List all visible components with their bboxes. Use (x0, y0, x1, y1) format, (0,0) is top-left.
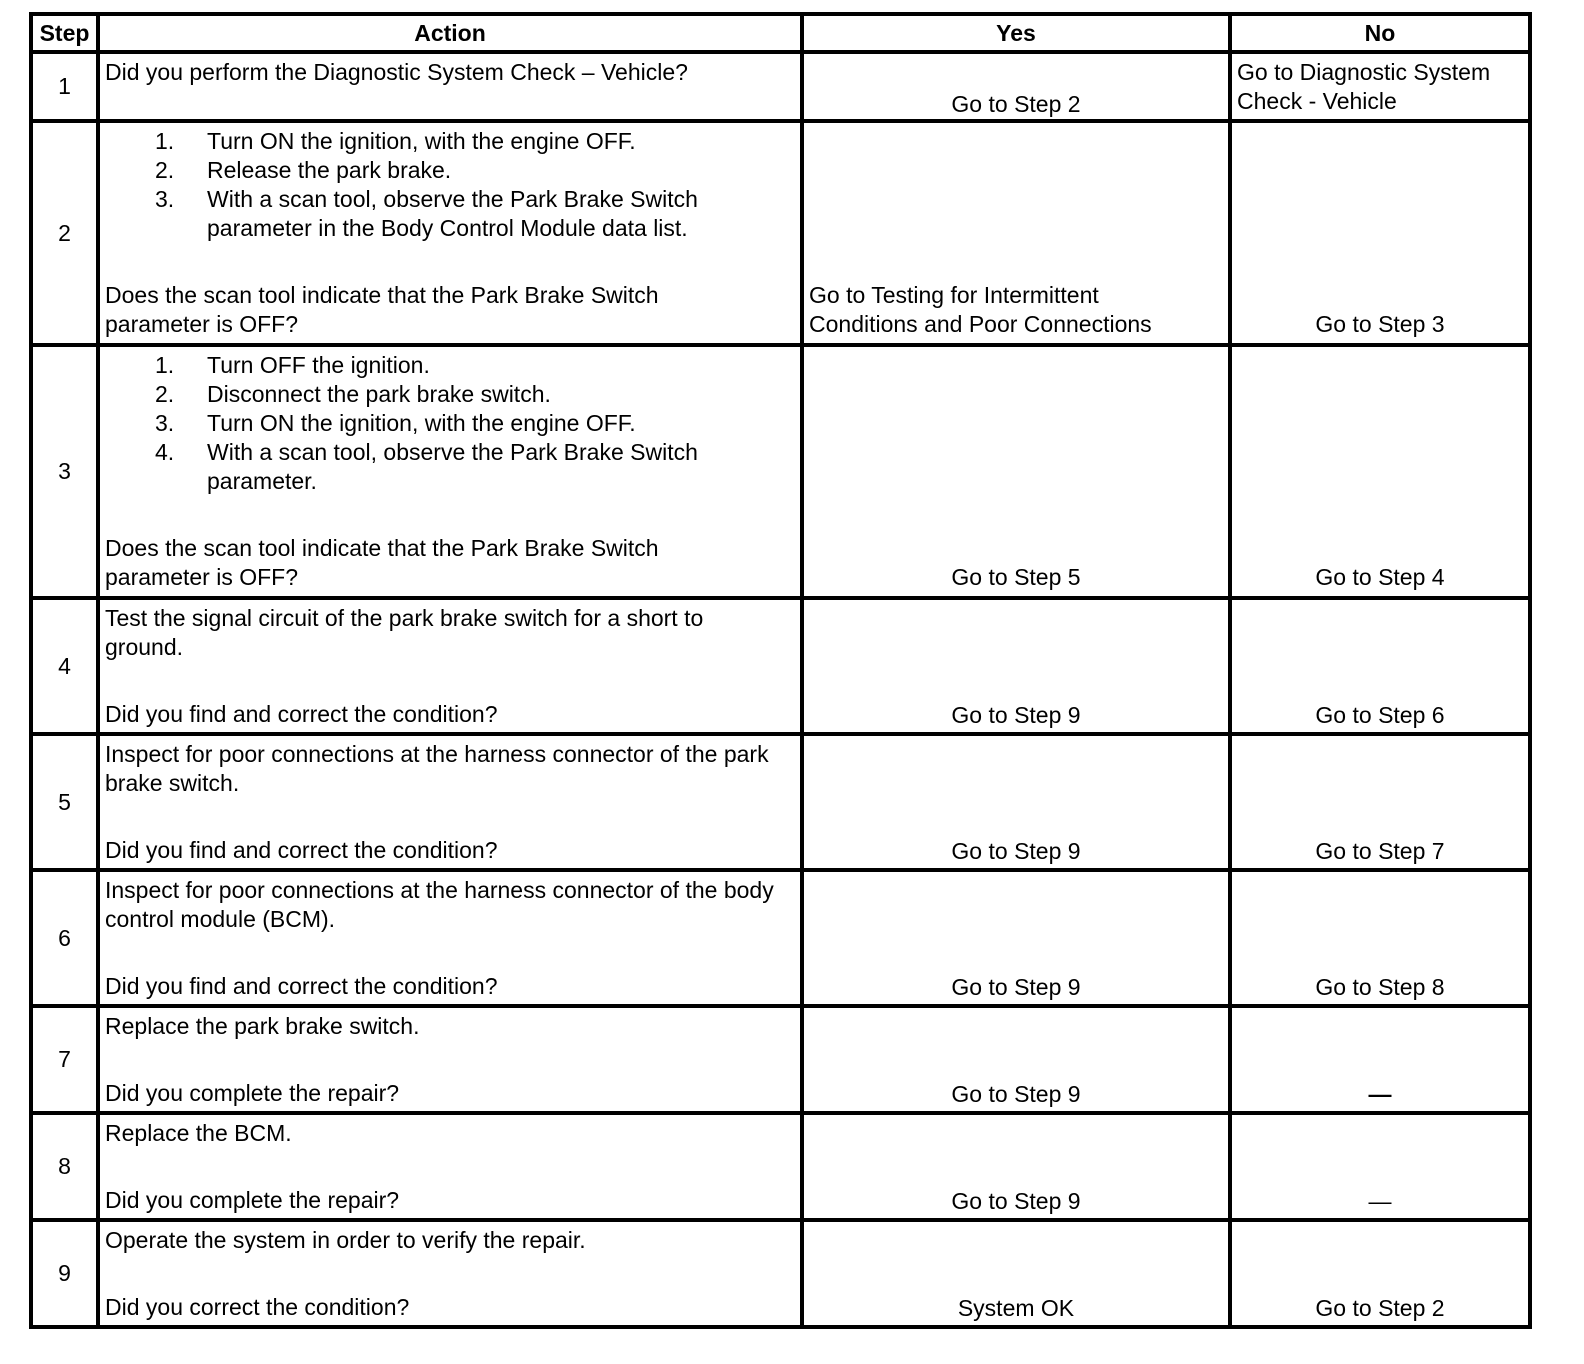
action-question: Does the scan tool indicate that the Park Brake Switch parameter is OFF? (105, 535, 659, 590)
step-number: 5 (31, 734, 98, 870)
header-no: No (1230, 14, 1530, 52)
yes-cell: Go to Step 9 (802, 1006, 1230, 1113)
no-cell: Go to Step 4 (1230, 345, 1530, 598)
header-row (31, 14, 1530, 52)
step-number: 3 (31, 345, 98, 598)
list-item: 4. With a scan tool, observe the Park Brake Switch parameter. (155, 439, 698, 494)
table-row (31, 1220, 1530, 1327)
step-number: 6 (31, 870, 98, 1006)
yes-cell: Go to Testing for Intermittent Conditions and Poor Connections (802, 121, 1230, 345)
no-cell: — (1230, 1113, 1530, 1220)
header-step: Step (31, 14, 98, 52)
yes-cell: Go to Step 2 (802, 52, 1230, 121)
list-item: 2. Release the park brake. (155, 157, 452, 183)
header-action: Action (98, 14, 802, 52)
action-intro: Operate the system in order to verify the repair. (105, 1227, 586, 1253)
no-cell: Go to Step 6 (1230, 598, 1530, 734)
action-question: Did you find and correct the condition? (105, 837, 498, 863)
action-cell (98, 121, 802, 345)
table-row (31, 870, 1530, 1006)
action-question: Did you correct the condition? (105, 1294, 410, 1320)
action-intro: Did you perform the Diagnostic System Check – Vehicle? (105, 59, 688, 85)
action-cell (98, 345, 802, 598)
table-row (31, 121, 1530, 345)
diagnostic-table (29, 12, 1532, 1329)
action-intro: Inspect for poor connections at the harness connector of the park brake switch. (105, 741, 769, 796)
table-row (31, 1113, 1530, 1220)
list-item: 3. Turn ON the ignition, with the engine OFF. (155, 410, 636, 436)
yes-cell: Go to Step 9 (802, 870, 1230, 1006)
action-cell (98, 598, 802, 734)
procedure-list (105, 127, 795, 243)
no-cell: Go to Step 2 (1230, 1220, 1530, 1327)
no-cell: Go to Step 3 (1230, 121, 1530, 345)
action-cell (98, 52, 802, 121)
procedure-list (105, 351, 795, 496)
action-question: Did you find and correct the condition? (105, 701, 498, 727)
action-intro: Replace the park brake switch. (105, 1013, 420, 1039)
list-item: 1. Turn OFF the ignition. (155, 352, 430, 378)
no-cell: Go to Diagnostic System Check - Vehicle (1230, 52, 1530, 121)
header-yes: Yes (802, 14, 1230, 52)
action-cell (98, 870, 802, 1006)
yes-cell: Go to Step 5 (802, 345, 1230, 598)
step-number: 4 (31, 598, 98, 734)
action-question: Does the scan tool indicate that the Park Brake Switch parameter is OFF? (105, 282, 659, 337)
no-cell: Go to Step 8 (1230, 870, 1530, 1006)
yes-cell: System OK (802, 1220, 1230, 1327)
step-number: 9 (31, 1220, 98, 1327)
list-item: 1. Turn ON the ignition, with the engine OFF. (155, 128, 636, 154)
no-cell: — (1230, 1006, 1530, 1113)
table-row (31, 1006, 1530, 1113)
table-row (31, 52, 1530, 121)
step-number: 1 (31, 52, 98, 121)
action-intro: Test the signal circuit of the park brake switch for a short to ground. (105, 605, 704, 660)
action-cell (98, 734, 802, 870)
yes-cell: Go to Step 9 (802, 598, 1230, 734)
action-cell (98, 1113, 802, 1220)
action-cell (98, 1006, 802, 1113)
action-cell (98, 1220, 802, 1327)
table-row (31, 345, 1530, 598)
no-cell: Go to Step 7 (1230, 734, 1530, 870)
yes-cell: Go to Step 9 (802, 1113, 1230, 1220)
table-row (31, 734, 1530, 870)
yes-cell: Go to Step 9 (802, 734, 1230, 870)
list-item: 2. Disconnect the park brake switch. (155, 381, 551, 407)
action-question: Did you find and correct the condition? (105, 973, 498, 999)
action-question: Did you complete the repair? (105, 1187, 400, 1213)
action-intro: Replace the BCM. (105, 1120, 292, 1146)
step-number: 7 (31, 1006, 98, 1113)
step-number: 2 (31, 121, 98, 345)
step-number: 8 (31, 1113, 98, 1220)
action-question: Did you complete the repair? (105, 1080, 400, 1106)
action-intro: Inspect for poor connections at the harness connector of the body control module (BCM). (105, 877, 774, 932)
list-item: 3. With a scan tool, observe the Park Brake Switch parameter in the Body Control Module data list. (155, 186, 698, 241)
table-row (31, 598, 1530, 734)
